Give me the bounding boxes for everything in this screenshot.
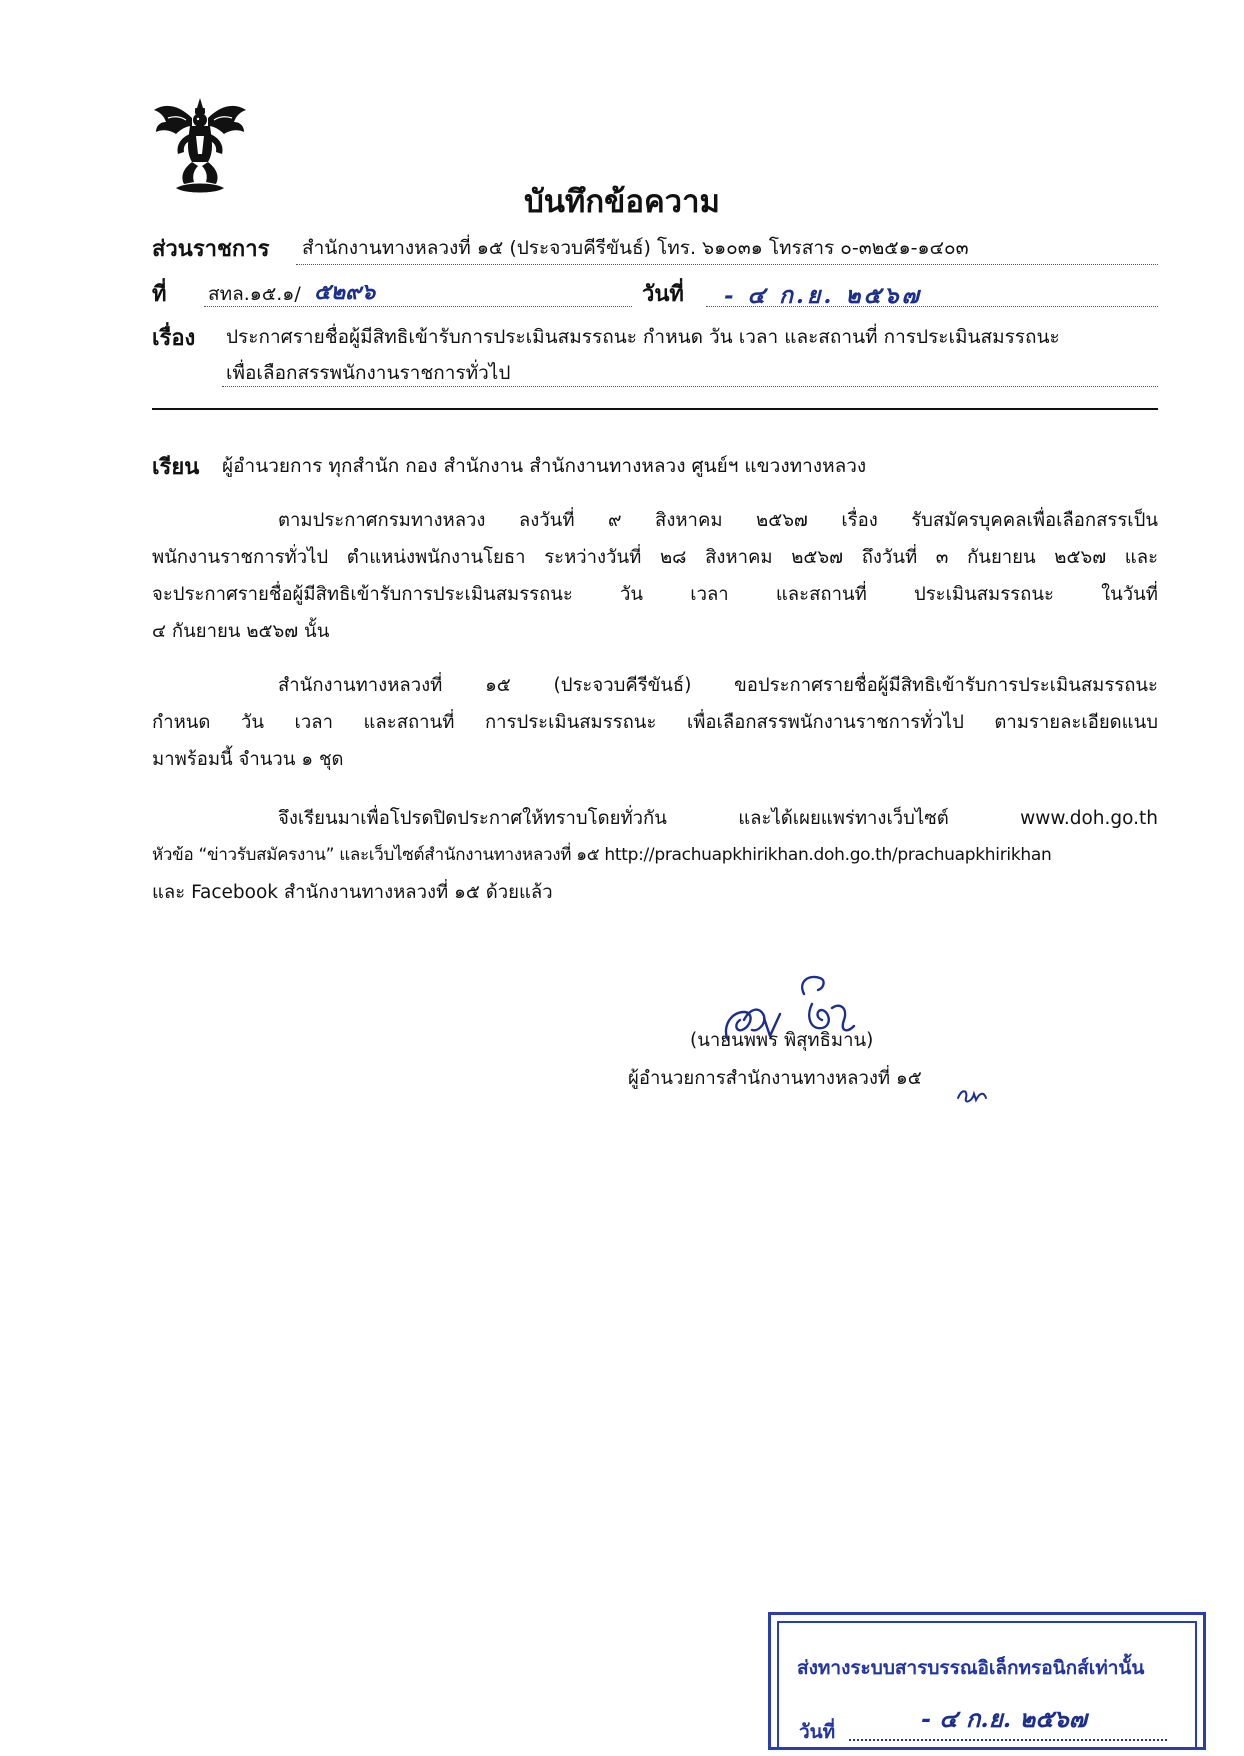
memo-title: บันทึกข้อความ [524,184,720,220]
body-paragraph-1 [152,502,1158,650]
header-divider [152,408,1158,410]
department-dotted-rule [296,264,1158,265]
salutation-label: เรียน [152,455,200,480]
reference-label: ที่ [152,282,167,307]
subject-dotted-rule [222,386,1158,387]
subject-line-1: ประกาศรายชื่อผู้มีสิทธิเข้ารับการประเมินสมรรถนะ กำหนด วัน เวลา และสถานที่ การประเมินสมรรถนะ [226,326,1060,348]
department-value: สำนักงานทางหลวงที่ ๑๕ (ประจวบคีรีขันธ์) โทร. ๖๑๐๓๑ โทรสาร ๐-๓๒๕๑-๑๔๐๓ [302,237,969,259]
reference-dotted-rule [204,306,632,307]
salutation-value: ผู้อำนวยการ ทุกสำนัก กอง สำนักงาน สำนักงานทางหลวง ศูนย์ฯ แขวงทางหลวง [222,455,867,477]
electronic-document-stamp [768,1612,1206,1750]
paragraph-line: ตามประกาศกรมทางหลวง ลงวันที่ ๙ สิงหาคม ๒๕๖๗ เรื่อง รับสมัครบุคคลเพื่อเลือกสรรเป็น [278,510,1158,531]
date-dotted-rule [706,306,1158,307]
stamp-date-value: - ๔ ก.ย. ๒๕๖๗ [921,1704,1087,1733]
body-paragraph-2 [152,667,1158,778]
paragraph-line: สำนักงานทางหลวงที่ ๑๕ (ประจวบคีรีขันธ์) ขอประกาศรายชื่อผู้มีสิทธิเข้ารับการประเมินสมรรถนะ [278,675,1158,696]
signatory-position: ผู้อำนวยการสำนักงานทางหลวงที่ ๑๕ [628,1068,922,1089]
subject-label: เรื่อง [152,326,196,351]
handwritten-initial [954,1082,990,1106]
paragraph-line: หัวข้อ “ข่าวรับสมัครงาน” และเว็บไซต์สำนักงานทางหลวงที่ ๑๕ http://prachuapkhirikhan.doh.go.th/prachuapkhirikhan [152,845,1052,865]
body-paragraph-3 [152,800,1158,911]
paragraph-line: จึงเรียนมาเพื่อโปรดปิดประกาศให้ทราบโดยทั่วกัน และได้เผยแพร่ทางเว็บไซต์ www.doh.go.th [278,808,1158,829]
reference-prefix: สทล.๑๕.๑/ [208,283,301,305]
paragraph-line: และ Facebook สำนักงานทางหลวงที่ ๑๕ ด้วยแล้ว [152,882,553,903]
stamp-date-label: วันที่ [799,1721,836,1743]
subject-line-2: เพื่อเลือกสรรพนักงานราชการทั่วไป [226,362,511,384]
paragraph-line: มาพร้อมนี้ จำนวน ๑ ชุด [152,749,344,770]
date-stamp-value: - ๔ ก.ย. ๒๕๖๗ [724,282,922,309]
paragraph-line: กำหนด วัน เวลา และสถานที่ การประเมินสมรรถนะ เพื่อเลือกสรรพนักงานราชการทั่วไป ตามรายละเอียดแนบ [152,712,1158,733]
reference-number-handwritten: ๕๒๙๖ [314,279,376,305]
stamp-dotted-rule [849,1739,1167,1741]
department-label: ส่วนราชการ [152,237,270,262]
paragraph-line: จะประกาศรายชื่อผู้มีสิทธิเข้ารับการประเมินสมรรถนะ วัน เวลา และสถานที่ ประเมินสมรรถนะ ในวันที่ [152,584,1158,605]
stamp-text: ส่งทางระบบสารบรรณอิเล็กทรอนิกส์เท่านั้น [797,1657,1145,1679]
paragraph-line: พนักงานราชการทั่วไป ตำแหน่งพนักงานโยธา ระหว่างวันที่ ๒๘ สิงหาคม ๒๕๖๗ ถึงวันที่ ๓ กันยายน ๒๕๖๗ และ [152,547,1158,568]
signatory-name: (นายนพพร พิสุทธิมาน) [690,1030,874,1051]
date-label: วันที่ [642,282,684,307]
paragraph-line: ๔ กันยายน ๒๕๖๗ นั้น [152,621,330,642]
